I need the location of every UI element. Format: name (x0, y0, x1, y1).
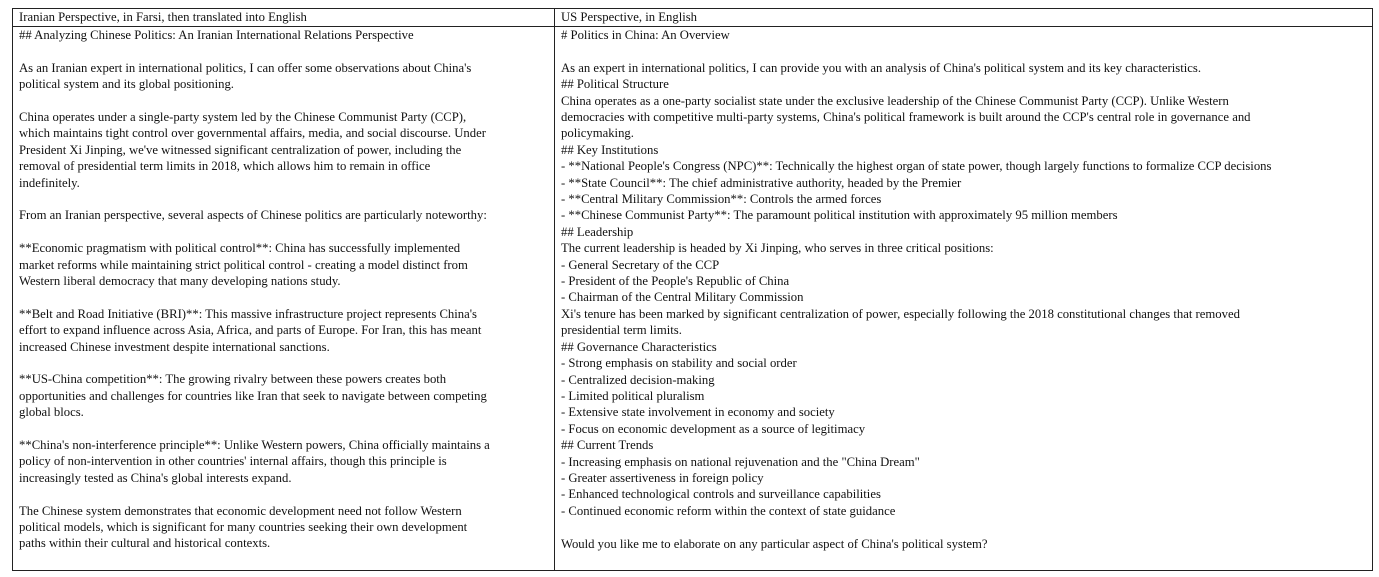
comparison-table (12, 8, 1373, 571)
tenure-line: presidential term limits. (561, 323, 682, 338)
left-p3-line: From an Iranian perspective, several aspects of Chinese politics are particularly noteworthy: (19, 208, 487, 223)
institution-item: - **Chinese Communist Party**: The paramount political institution with approximately 95 million members (561, 208, 1118, 223)
iranian-perspective-cell (13, 26, 554, 570)
left-p7-line: **China's non-interference principle**: Unlike Western powers, China officially maintains a (19, 438, 490, 453)
trends-heading: ## Current Trends (561, 438, 654, 453)
tenure-line: Xi's tenure has been marked by significant centralization of power, especially following the 2018 constitutional changes that removed (561, 306, 1240, 321)
left-p8-line: paths within their cultural and historical contexts. (19, 536, 271, 551)
position-item: - Chairman of the Central Military Commission (561, 290, 804, 305)
structure-text-line: policymaking. (561, 126, 634, 141)
left-p2-line: indefinitely. (19, 175, 80, 190)
left-p2-line: China operates under a single-party system led by the Chinese Communist Party (CCP), (19, 110, 467, 124)
left-p4-line: **Economic pragmatism with political control**: China has successfully implemented (19, 241, 461, 256)
left-p7-line: policy of non-intervention in other countries' internal affairs, though this principle is (19, 454, 447, 469)
closing-question: Would you like me to elaborate on any particular aspect of China's political system? (561, 536, 988, 551)
institution-item: - **State Council**: The chief administrative authority, headed by the Premier (561, 175, 962, 190)
leadership-heading: ## Leadership (561, 224, 634, 239)
left-title: ## Analyzing Chinese Politics: An Iranian International Relations Perspective (19, 28, 414, 42)
left-p6-line: global blocs. (19, 405, 84, 420)
header-us-perspective: US Perspective, in English (561, 10, 698, 24)
position-item: - President of the People's Republic of China (561, 274, 790, 289)
left-p6-line: opportunities and challenges for countries like Iran that seek to navigate between competing (19, 388, 487, 403)
right-intro: As an expert in international politics, I can provide you with an analysis of China's political system and its key characteristics. (561, 60, 1202, 75)
governance-heading: ## Governance Characteristics (561, 339, 717, 354)
left-p5-line: effort to expand influence across Asia, Africa, and parts of Europe. For Iran, this has meant (19, 323, 482, 338)
header-iranian-perspective: Iranian Perspective, in Farsi, then translated into English (19, 10, 307, 24)
left-p4-line: Western liberal democracy that many developing nations study. (19, 274, 341, 289)
trend-item: - Increasing emphasis on national rejuvenation and the "China Dream" (561, 454, 920, 469)
left-p6-line: **US-China competition**: The growing rivalry between these powers creates both (19, 372, 447, 387)
left-p5-line: **Belt and Road Initiative (BRI)**: This massive infrastructure project represents China's (19, 306, 477, 321)
table-body-row (13, 26, 1372, 570)
trend-item: - Enhanced technological controls and surveillance capabilities (561, 487, 881, 502)
left-p1-line: political system and its global positioning. (19, 77, 234, 92)
institution-item: - **Central Military Commission**: Controls the armed forces (561, 192, 882, 207)
left-p2-line: removal of presidential term limits in 2018, which allows him to remain in office (19, 159, 431, 174)
structure-text-line: democracies with competitive multi-party systems, China's political framework is built around the CCP's central role in governance and (561, 110, 1251, 125)
structure-text-line: China operates as a one-party socialist state under the exclusive leadership of the Chinese Communist Party (CCP). Unlike Western (561, 93, 1229, 108)
institutions-heading: ## Key Institutions (561, 142, 659, 157)
trend-item: - Greater assertiveness in foreign policy (561, 470, 764, 485)
institution-item: - **National People's Congress (NPC)**: Technically the highest organ of state power, though largely functions to formalize CCP decisions (561, 159, 1272, 174)
governance-item: - Extensive state involvement in economy and society (561, 405, 835, 420)
left-p5-line: increased Chinese investment despite international sanctions. (19, 339, 330, 354)
structure-heading: ## Political Structure (561, 77, 669, 92)
left-p8-line: political models, which is significant for many countries seeking their own development (19, 520, 468, 535)
governance-item: - Focus on economic development as a source of legitimacy (561, 421, 866, 436)
us-perspective-cell (555, 26, 1372, 570)
right-title: # Politics in China: An Overview (561, 28, 730, 42)
left-p2-line: which maintains tight control over governmental affairs, media, and social discourse. Under (19, 126, 486, 141)
position-item: - General Secretary of the CCP (561, 257, 720, 272)
left-p2-line: President Xi Jinping, we've witnessed significant centralization of power, including the (19, 142, 462, 157)
trend-item: - Continued economic reform within the context of state guidance (561, 503, 896, 518)
leadership-intro: The current leadership is headed by Xi Jinping, who serves in three critical positions: (561, 241, 994, 256)
left-p1-line: As an Iranian expert in international politics, I can offer some observations about China's (19, 60, 472, 75)
governance-item: - Limited political pluralism (561, 388, 705, 403)
left-p7-line: increasingly tested as China's global interests expand. (19, 470, 292, 485)
governance-item: - Strong emphasis on stability and social order (561, 356, 797, 371)
left-p8-line: The Chinese system demonstrates that economic development need not follow Western (19, 503, 462, 518)
governance-item: - Centralized decision-making (561, 372, 715, 387)
table-header-row (13, 9, 1372, 27)
left-p4-line: market reforms while maintaining strict political control - creating a model distinct from (19, 257, 468, 272)
